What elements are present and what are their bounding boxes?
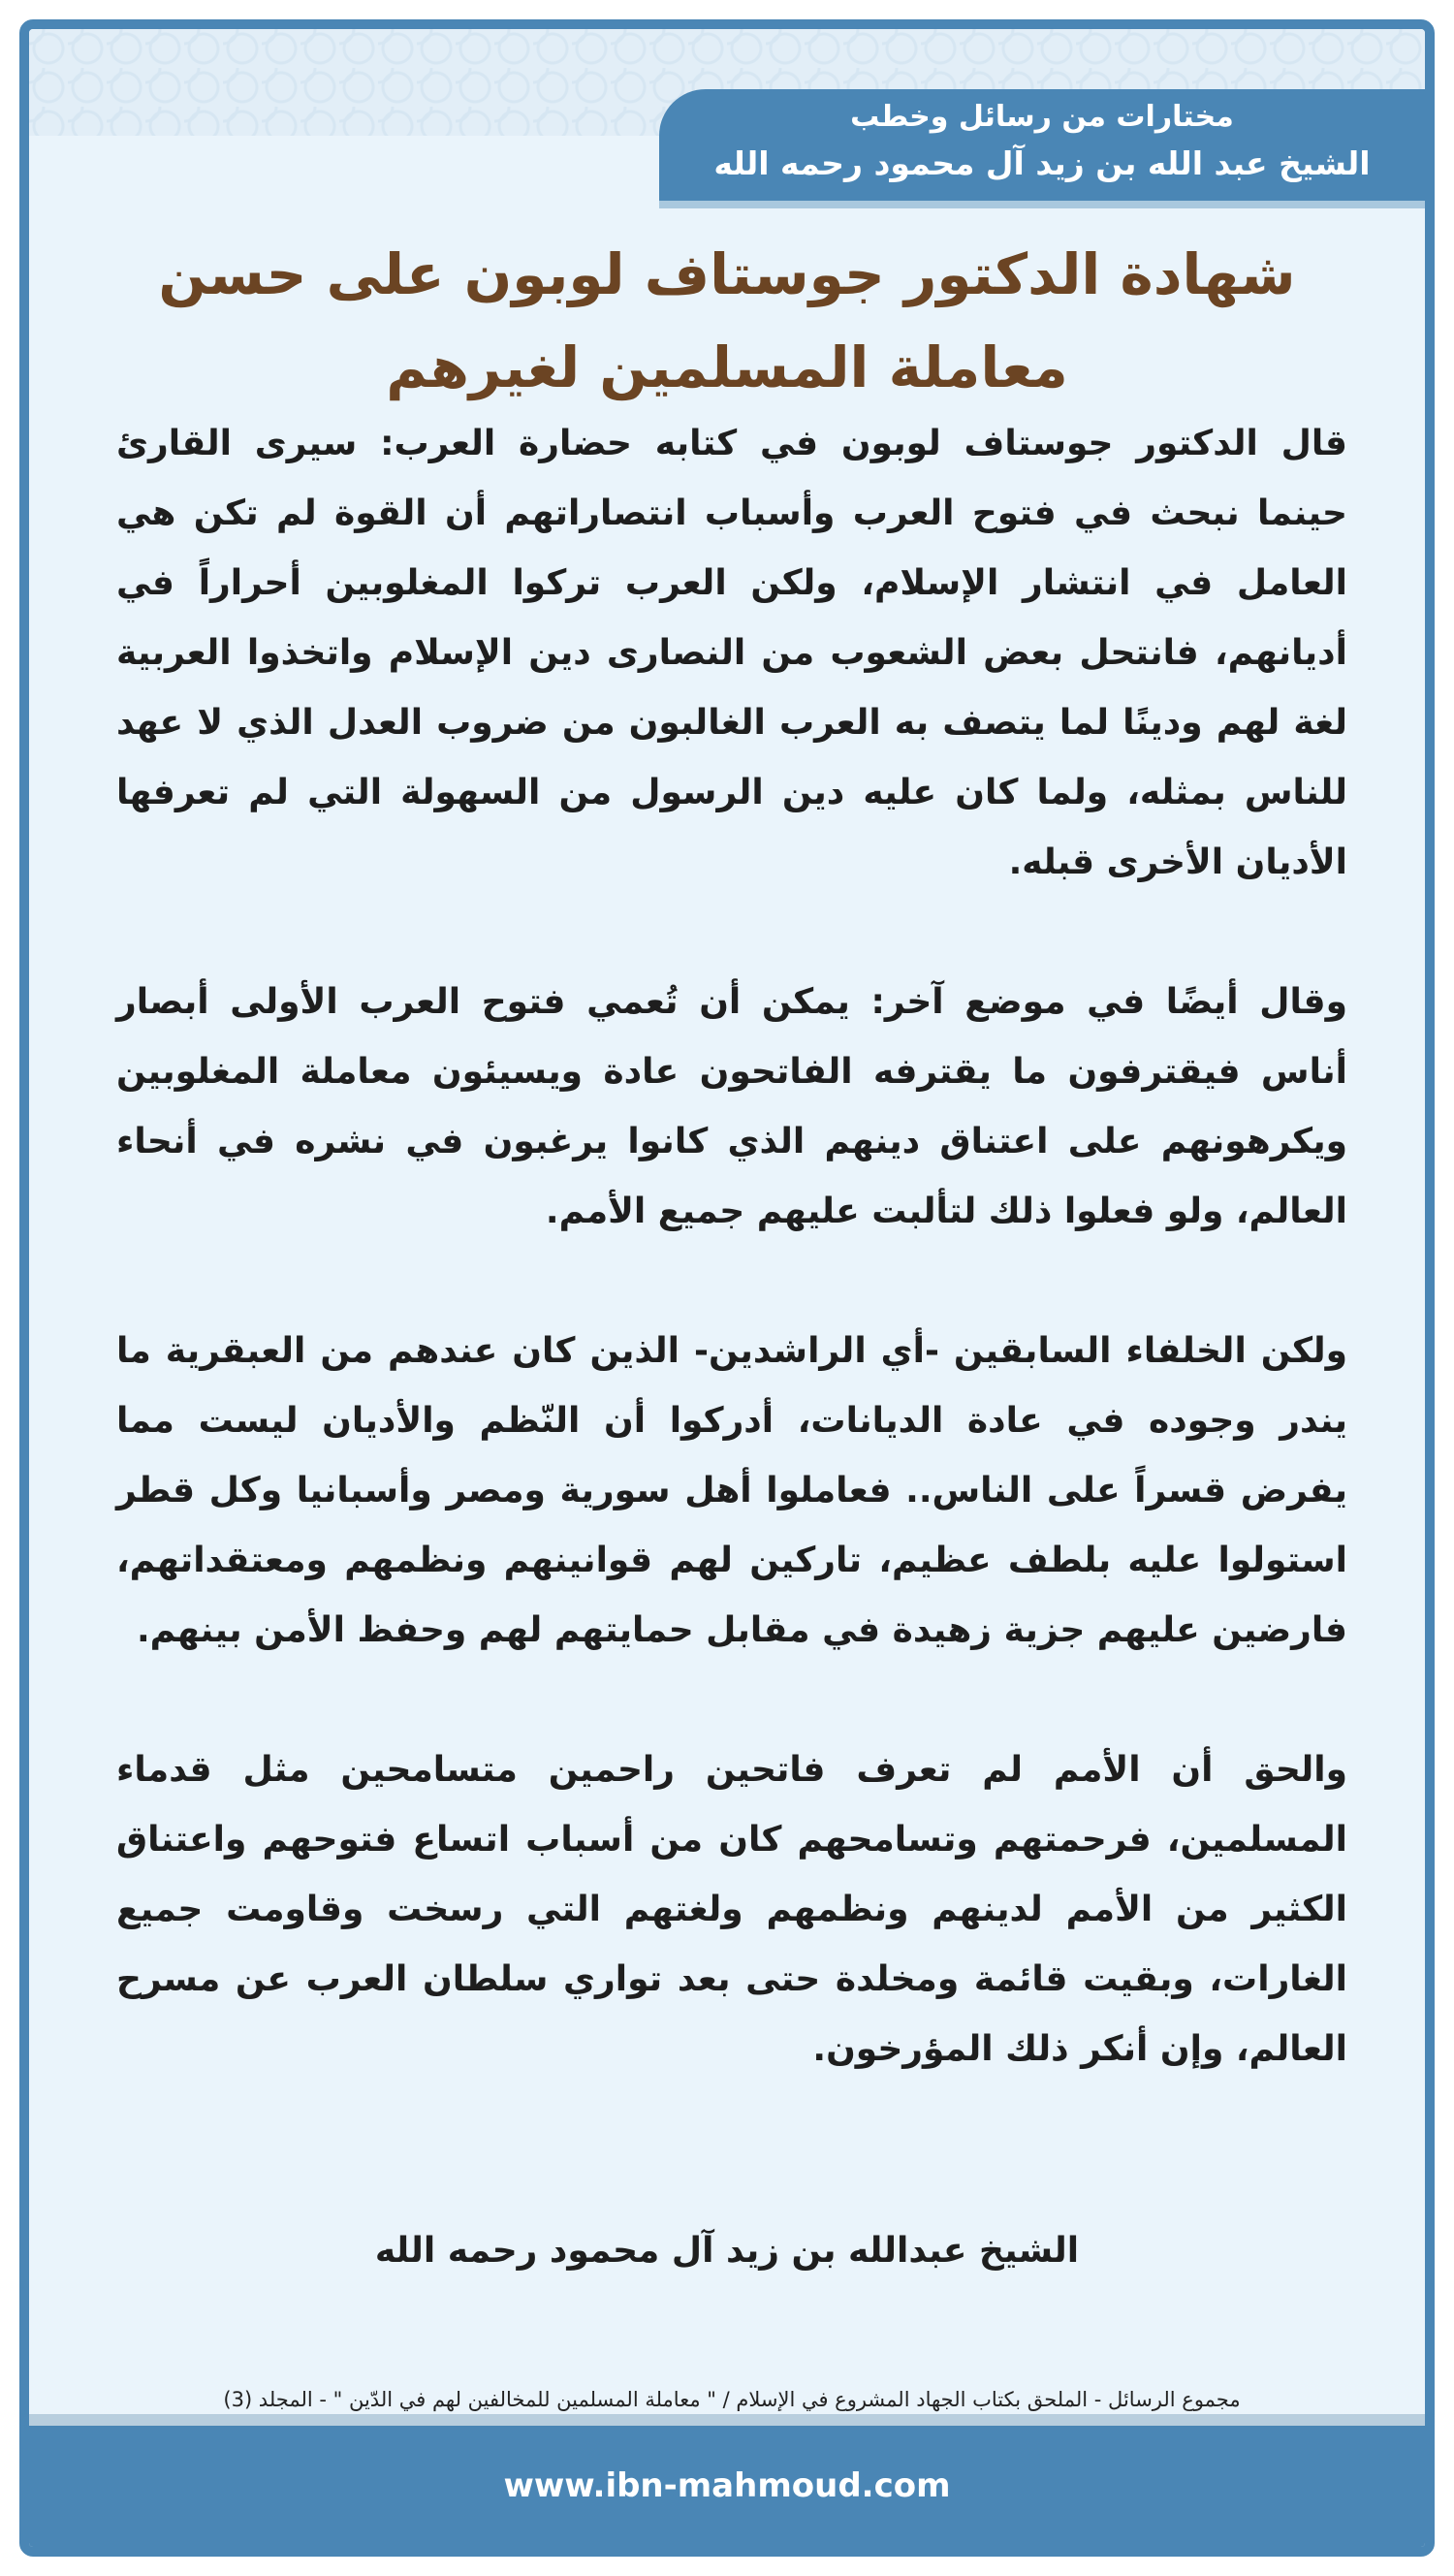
author-signature: الشيخ عبدالله بن زيد آل محمود رحمه الله <box>374 2231 1080 2271</box>
article-title <box>87 228 1367 414</box>
paragraph-2: وقال أيضًا في موضع آخر: يمكن أن تُعمي فتوح العرب الأولى أبصار أناس فيقترفون ما يقترفه الفاتحون عادة ويسيئون معاملة المغلوبين ويكرهونهم على اعتناق دينهم الذي كانوا يرغبون في نشره في أنحاء العالم، ولو فعلوا ذلك لتألبت عليهم جميع الأمم. <box>116 982 1347 1231</box>
footer-divider <box>29 2414 1425 2426</box>
article-title-line-1: شهادة الدكتور جوستاف لوبون على حسن <box>158 241 1296 307</box>
article-title-line-2: معاملة المسلمين لغيرهم <box>386 334 1068 400</box>
source-citation: مجموع الرسائل - الملحق بكتاب الجهاد المشروع في الإسلام / " معاملة المسلمين للمخالفين لهم في الدّين " - المجلد (3) <box>223 2388 1241 2411</box>
page-frame <box>19 19 1435 2557</box>
article-body <box>116 409 1347 2084</box>
header-series-title: مختارات من رسائل وخطب <box>850 100 1234 134</box>
website-link[interactable]: www.ibn-mahmoud.com <box>503 2466 951 2505</box>
paragraph-1: قال الدكتور جوستاف لوبون في كتابه حضارة العرب: سيرى القارئ حينما نبحث في فتوح العرب وأسباب انتصاراتهم أن القوة لم تكن هي العامل في انتشار الإسلام، ولكن العرب تركوا المغلوبين أحراراً في أديانهم، فانتحل بعض الشعوب من النصارى دين الإسلام واتخذوا العربية لغة لهم ودينًا لما يتصف به العرب الغالبون من ضروب العدل الذي لا عهد للناس بمثله، ولما كان عليه دين الرسول من السهولة التي لم تعرفها الأديان الأخرى قبله. <box>116 424 1347 882</box>
footer-bar <box>29 2426 1425 2547</box>
header-banner <box>659 89 1425 201</box>
header-author-name: الشيخ عبد الله بن زيد آل محمود رحمه الله <box>713 144 1371 182</box>
paragraph-3: ولكن الخلفاء السابقين -أي الراشدين- الذين كان عندهم من العبقرية ما يندر وجوده في عادة الديانات، أدركوا أن النّظم والأديان ليست مما يفرض قسراً على الناس.. فعاملوا أهل سورية ومصر وأسبانيا وكل قطر استولوا عليه بلطف عظيم، تاركين لهم قوانينهم ونظمهم ومعتقداتهم، فارضين عليهم جزية زهيدة في مقابل حمايتهم لهم وحفظ الأمن بينهم. <box>116 1331 1347 1650</box>
paragraph-4: والحق أن الأمم لم تعرف فاتحين راحمين متسامحين مثل قدماء المسلمين، فرحمتهم وتسامحهم كان من أسباب اتساع فتوحهم واعتناق الكثير من الأمم لدينهم ونظمهم ولغتهم التي رسخت وقاومت جميع الغارات، وبقيت قائمة ومخلدة حتى بعد تواري سلطان العرب عن مسرح العالم، وإن أنكر ذلك المؤرخون. <box>116 1750 1347 2069</box>
